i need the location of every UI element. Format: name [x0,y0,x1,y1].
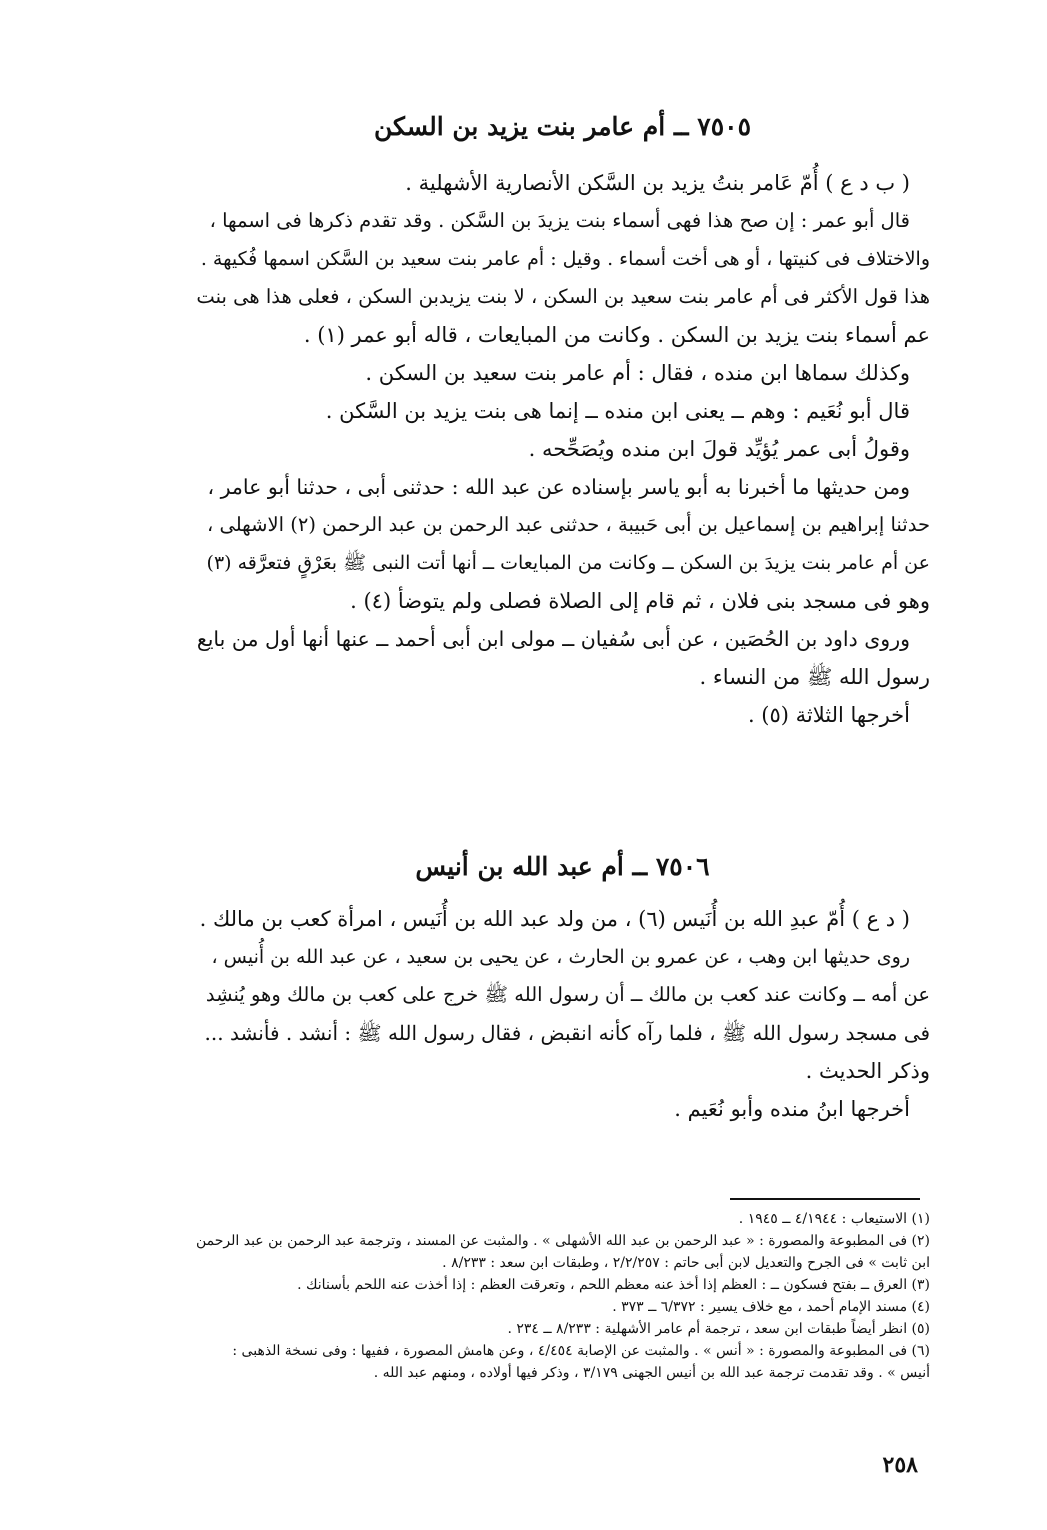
text-line: ( ب د ع ) أُمّ عَامر بنتُ يزيد بن السَّكن الأنصارية الأشهلية . [405,171,910,195]
footnote-divider [730,1198,920,1200]
footnote: (٦) فى المطبوعة والمصورة : « أنس » . والمثبت عن الإصابة ٤/٤٥٤ ، وعن هامش المصورة ، ففيها : وفى نسخة الذهبى : [232,1343,930,1359]
text-line: هذا قول الأكثر فى أم عامر بنت سعيد بن السكن ، لا بنت يزيدبن السكن ، فعلى هذا هى بنت [196,285,930,308]
page-number: ٢٥٨ [882,1452,918,1478]
text-line: والاختلاف فى كنيتها ، أو هى أخت أسماء . وقيل : أم عامر بنت سعيد بن السَّكن اسمها فُكيهة . [200,248,930,270]
entry-body-7505 [195,164,930,734]
text-line: وذكر الحديث . [805,1059,930,1083]
text-line: ( د ع ) أُمّ عبدِ الله بن أُنَيس (٦) ، من ولد عبد الله بن أُنَيس ، امرأة كعب بن مالك . [199,907,910,931]
entry-body-7506 [195,900,930,1128]
footnote: (٤) مسند الإمام أحمد ، مع خلاف يسير : ٦/٣٧٢ ــ ٣٧٣ . [612,1299,930,1315]
text-line: وروى داود بن الحُصَين ، عن أبى سُفيان ــ مولى ابن أبى أحمد ــ عنها أنها أول من بايع [196,627,910,651]
text-line: عم أسماء بنت يزيد بن السكن . وكانت من المبايعات ، قاله أبو عمر (١) . [303,323,930,347]
footnotes [195,1208,930,1384]
footnote: (٢) فى المطبوعة والمصورة : « عبد الرحمن بن عبد الله الأشهلى » . والمثبت عن المسند ، وترجمة عبد الرحمن بن عبد الرحمن [195,1233,930,1249]
text-line: روى حديثها ابن وهب ، عن عمرو بن الحارث ، عن يحيى بن سعيد ، عن عبد الله بن أُنيس ، [211,946,910,968]
text-line: وقولُ أبى عمر يُؤيِّد قولَ ابن منده ويُصَحِّحه . [528,437,910,461]
text-line: أخرجها ابنُ منده وأبو نُعَيم . [674,1097,910,1121]
footnote: أنيس » . وقد تقدمت ترجمة عبد الله بن أنيس الجهنى ٣/١٧٩ ، وذكر فيها أولاده ، ومنهم عبد الله . [373,1365,930,1381]
footnote: ابن ثابت » فى الجرح والتعديل لابن أبى حاتم : ٢/٢/٢٥٧ ، وطبقات ابن سعد : ٨/٢٣٣ . [442,1255,930,1271]
text-line: أخرجها الثلاثة (٥) . [747,703,910,727]
text-line: قال أبو عمر : إن صح هذا فهى أسماء بنت يزيدَ بن السَّكن . وقد تقدم ذكرها فى اسمها ، [209,209,910,232]
text-line: ومن حديثها ما أخبرنا به أبو ياسر بإسناده عن عبد الله : حدثنى أبى ، حدثنا أبو عامر ، [207,475,910,499]
text-line: قال أبو نُعَيم : وهم ــ يعنى ابن منده ــ إنما هى بنت يزيد بن السَّكن . [325,399,910,423]
text-line: عن أمه ــ وكانت عند كعب بن مالك ــ أن رسول الله ﷺ خرج على كعب بن مالك وهو يُنشِد [205,983,930,1006]
footnote: (٣) العرق ــ بفتح فسكون ــ : العظم إذا أخذ عنه معظم اللحم ، وتعرقت العظم : إذا أخذت عنه اللحم بأسنانك . [297,1277,930,1293]
text-line: وهو فى مسجد بنى فلان ، ثم قام إلى الصلاة فصلى ولم يتوضأ (٤) . [350,589,930,613]
text-line: حدثنا إبراهيم بن إسماعيل بن أبى حَبيبة ، حدثنى عبد الرحمن بن عبد الرحمن (٢) الاشهلى ، [206,513,930,536]
text-line: وكذلك سماها ابن منده ، فقال : أم عامر بنت سعيد بن السكن . [365,361,910,385]
footnote: (١) الاستيعاب : ٤/١٩٤٤ ــ ١٩٤٥ . [738,1211,930,1227]
text-line: فى مسجد رسول الله ﷺ ، فلما رآه كأنه انقبض ، فقال رسول الله ﷺ : أنشد . فأنشد ... [204,1021,930,1045]
text-line: عن أم عامر بنت يزيدَ بن السكن ــ وكانت من المبايعات ــ أنها أتت النبى ﷺ بعَرْقٍ فتعرَّقه (٣) [206,552,930,574]
footnote: (٥) انظر أيضاً طبقات ابن سعد ، ترجمة أم عامر الأشهلية : ٨/٢٣٣ ــ ٢٣٤ . [507,1321,930,1337]
text-line: رسول الله ﷺ من النساء . [699,665,930,689]
entry-heading-7506: ٧٥٠٦ ــ أم عبد الله بن أنيس [415,852,710,881]
entry-heading-7505: ٧٥٠٥ ــ أم عامر بنت يزيد بن السكن [373,112,751,141]
